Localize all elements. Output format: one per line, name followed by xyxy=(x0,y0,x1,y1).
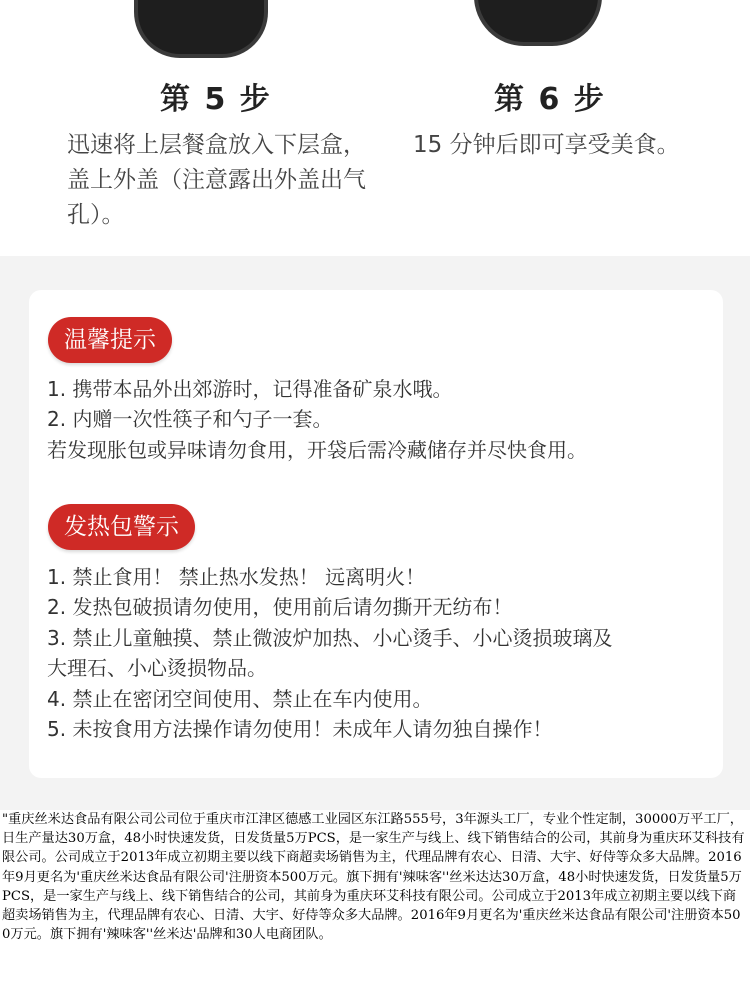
food-box-illustration xyxy=(474,0,602,46)
step-6-title: 第 6 步 xyxy=(494,82,606,117)
tips-line: 若发现胀包或异味请勿食用，开袋后需冷藏储存并尽快食用。 xyxy=(47,438,587,462)
warning-line: 5. 未按食用方法操作请勿使用！未成年人请勿独自操作！ xyxy=(47,717,553,741)
tips-badge: 温馨提示 xyxy=(48,317,172,363)
step-5-text: 迅速将上层餐盒放入下层盒，盖上外盖（注意露出外盖出气孔）。 xyxy=(67,132,366,228)
warning-line: 2. 发热包破损请勿使用，使用前后请勿撕开无纺布！ xyxy=(47,595,513,619)
warning-line: 大理石、小心烫损物品。 xyxy=(47,656,267,680)
food-box-illustration xyxy=(134,0,268,58)
step-5-title: 第 5 步 xyxy=(160,82,272,117)
steps-section xyxy=(0,0,750,256)
warning-line: 3. 禁止儿童触摸、禁止微波炉加热、小心烫手、小心烫损玻璃及 xyxy=(47,626,613,650)
tips-line: 1. 携带本品外出郊游时，记得准备矿泉水哦。 xyxy=(47,377,453,401)
tips-line: 2. 内赠一次性筷子和勺子一套。 xyxy=(47,407,333,431)
warning-line: 1. 禁止食用！ 禁止热水发热！ 远离明火！ xyxy=(47,565,426,589)
company-description: "重庆丝米达食品有限公司公司位于重庆市江津区德感工业园区东江路555号，3年源头工厂，专业个性定制，30000万平工厂，日生产量达30万盒，48小时快速发货，日发货量5万PCS，是一家生产与线上、线下销售结合的公司，其前身为重庆环艾科技有限公司。公司成立于2013年成立初期主要以线下商超卖场销售为主，代理品牌有农心、日清、大宇、好侍等众多大品牌。2016年9月更名为'重庆丝米达食品有限公司'注册资本500万元。旗下拥有'辣味客''丝米达达30万盒，48小时快速发货，日发货量5万PCS，是一家生产与线上、线下销售结合的公司，其前身为重庆环艾科技有限公司。公司成立于2013年成立初期主要以线下商超卖场销售为主，代理品牌有农心、日清、大宇、好侍等众多大品牌。2016年9月更名为'重庆丝米达食品有限公司'注册资本500万元。旗下拥有'辣味客''丝米达'品牌和30人电商团队。 xyxy=(2,812,745,943)
warning-line: 4. 禁止在密闭空间使用、禁止在车内使用。 xyxy=(47,687,433,711)
step-6-text: 15 分钟后即可享受美食。 xyxy=(413,132,680,158)
warning-badge: 发热包警示 xyxy=(48,504,195,550)
